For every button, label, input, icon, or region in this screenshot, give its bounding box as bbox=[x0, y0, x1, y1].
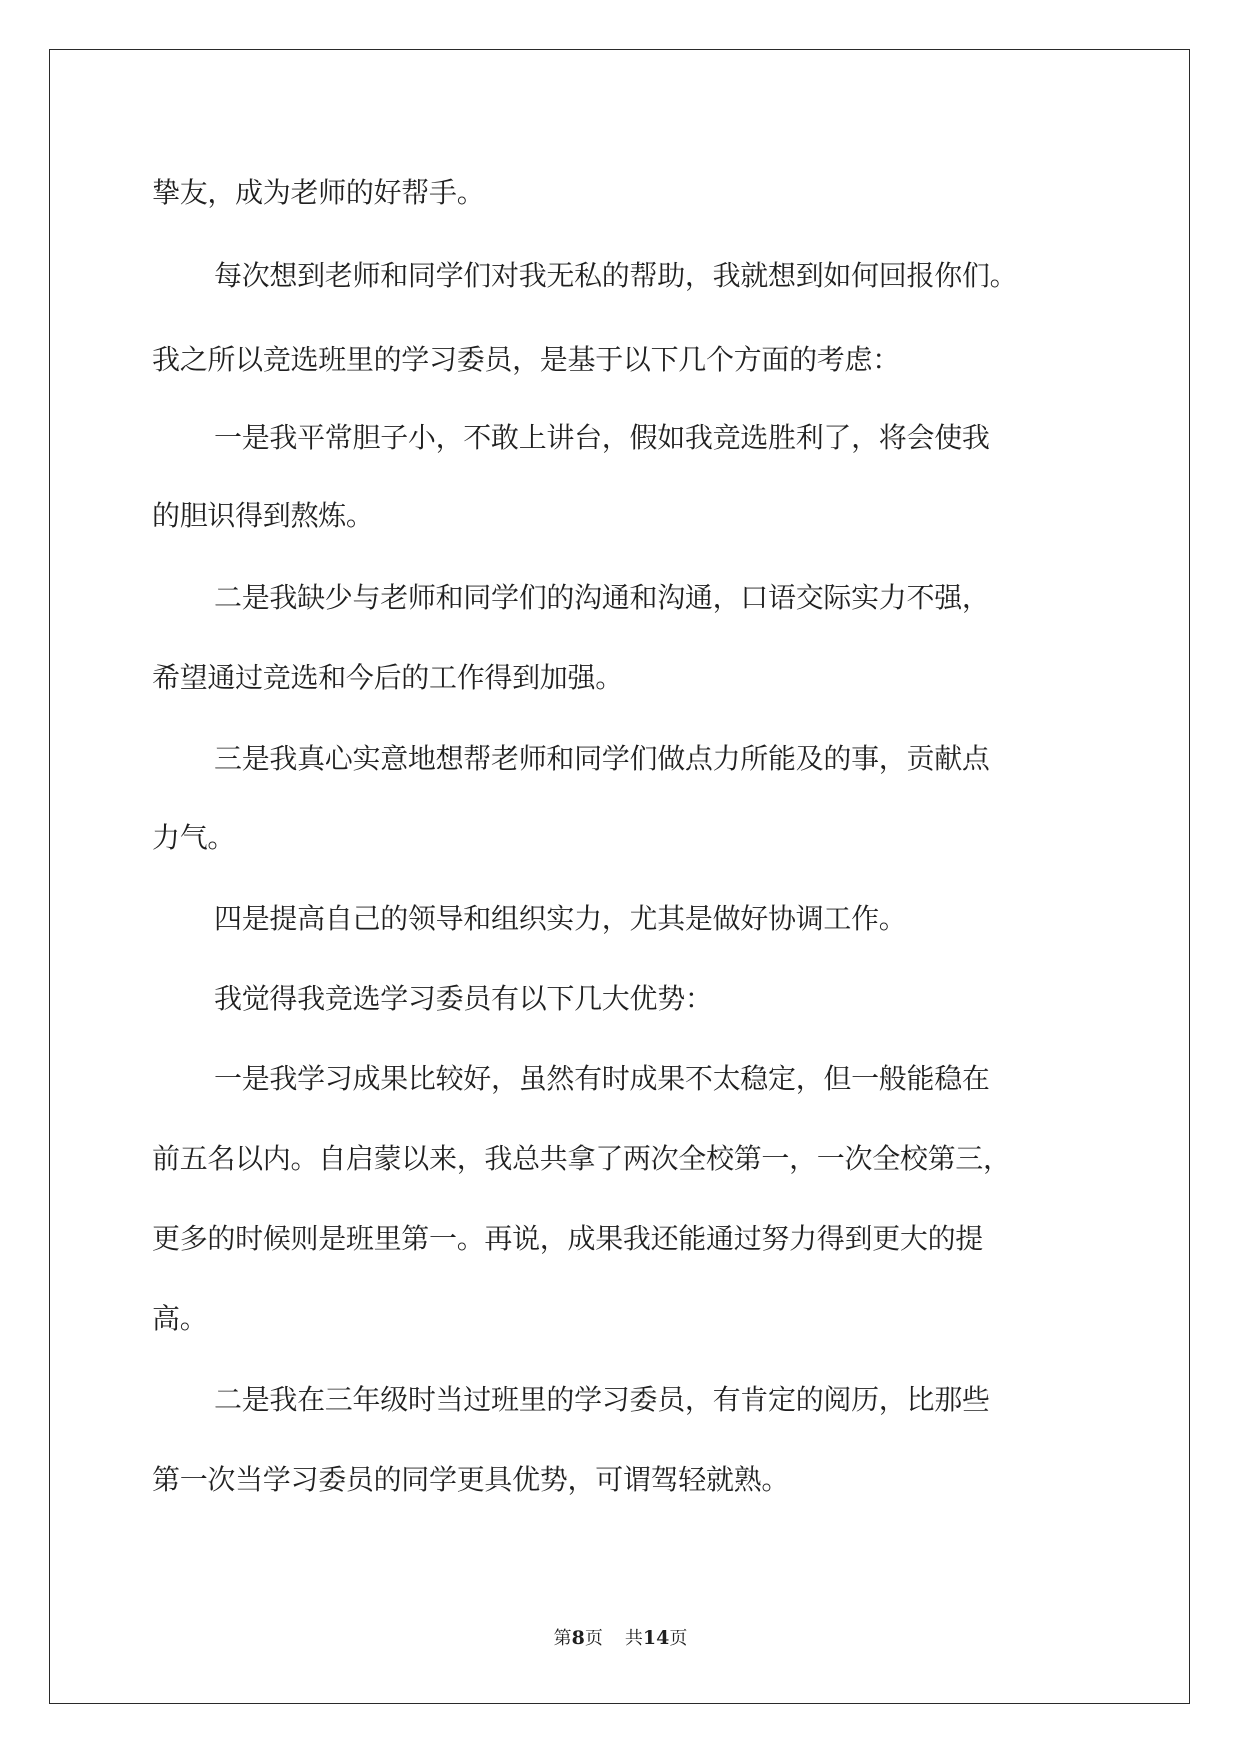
footer-total-prefix: 共 bbox=[624, 1628, 643, 1649]
page-footer bbox=[0, 1626, 1241, 1651]
page-border bbox=[49, 49, 1190, 1704]
footer-page-suffix: 页 bbox=[584, 1628, 603, 1649]
text-line: 挚友，成为老师的好帮手。 bbox=[152, 176, 485, 209]
total-pages: 14 bbox=[642, 1627, 670, 1649]
text-line: 的胆识得到熬炼。 bbox=[152, 499, 374, 532]
text-line: 我觉得我竞选学习委员有以下几大优势： bbox=[214, 982, 713, 1015]
text-line: 更多的时候则是班里第一。再说，成果我还能通过努力得到更大的提 bbox=[152, 1222, 984, 1255]
text-line: 一是我学习成果比较好，虽然有时成果不太稳定，但一般能稳在 bbox=[214, 1062, 990, 1095]
text-line: 每次想到老师和同学们对我无私的帮助，我就想到如何回报你们。 bbox=[214, 259, 1018, 292]
text-line: 四是提高自己的领导和组织实力，尤其是做好协调工作。 bbox=[214, 902, 907, 935]
text-line: 二是我缺少与老师和同学们的沟通和沟通，口语交际实力不强， bbox=[214, 581, 990, 614]
text-line: 前五名以内。自启蒙以来，我总共拿了两次全校第一，一次全校第三， bbox=[152, 1142, 1011, 1175]
page-number: 8 bbox=[571, 1627, 585, 1649]
text-line: 我之所以竞选班里的学习委员，是基于以下几个方面的考虑： bbox=[152, 343, 900, 376]
text-line: 第一次当学习委员的同学更具优势，可谓驾轻就熟。 bbox=[152, 1463, 790, 1496]
text-line: 三是我真心实意地想帮老师和同学们做点力所能及的事，贡献点 bbox=[214, 742, 990, 775]
text-line: 二是我在三年级时当过班里的学习委员，有肯定的阅历，比那些 bbox=[214, 1383, 990, 1416]
text-line: 高。 bbox=[152, 1302, 208, 1335]
footer-total-suffix: 页 bbox=[669, 1628, 688, 1649]
text-line: 一是我平常胆子小，不敢上讲台，假如我竞选胜利了，将会使我 bbox=[214, 421, 990, 454]
text-line: 力气。 bbox=[152, 821, 236, 854]
footer-prefix: 第 bbox=[553, 1628, 572, 1649]
text-line: 希望通过竞选和今后的工作得到加强。 bbox=[152, 661, 623, 694]
